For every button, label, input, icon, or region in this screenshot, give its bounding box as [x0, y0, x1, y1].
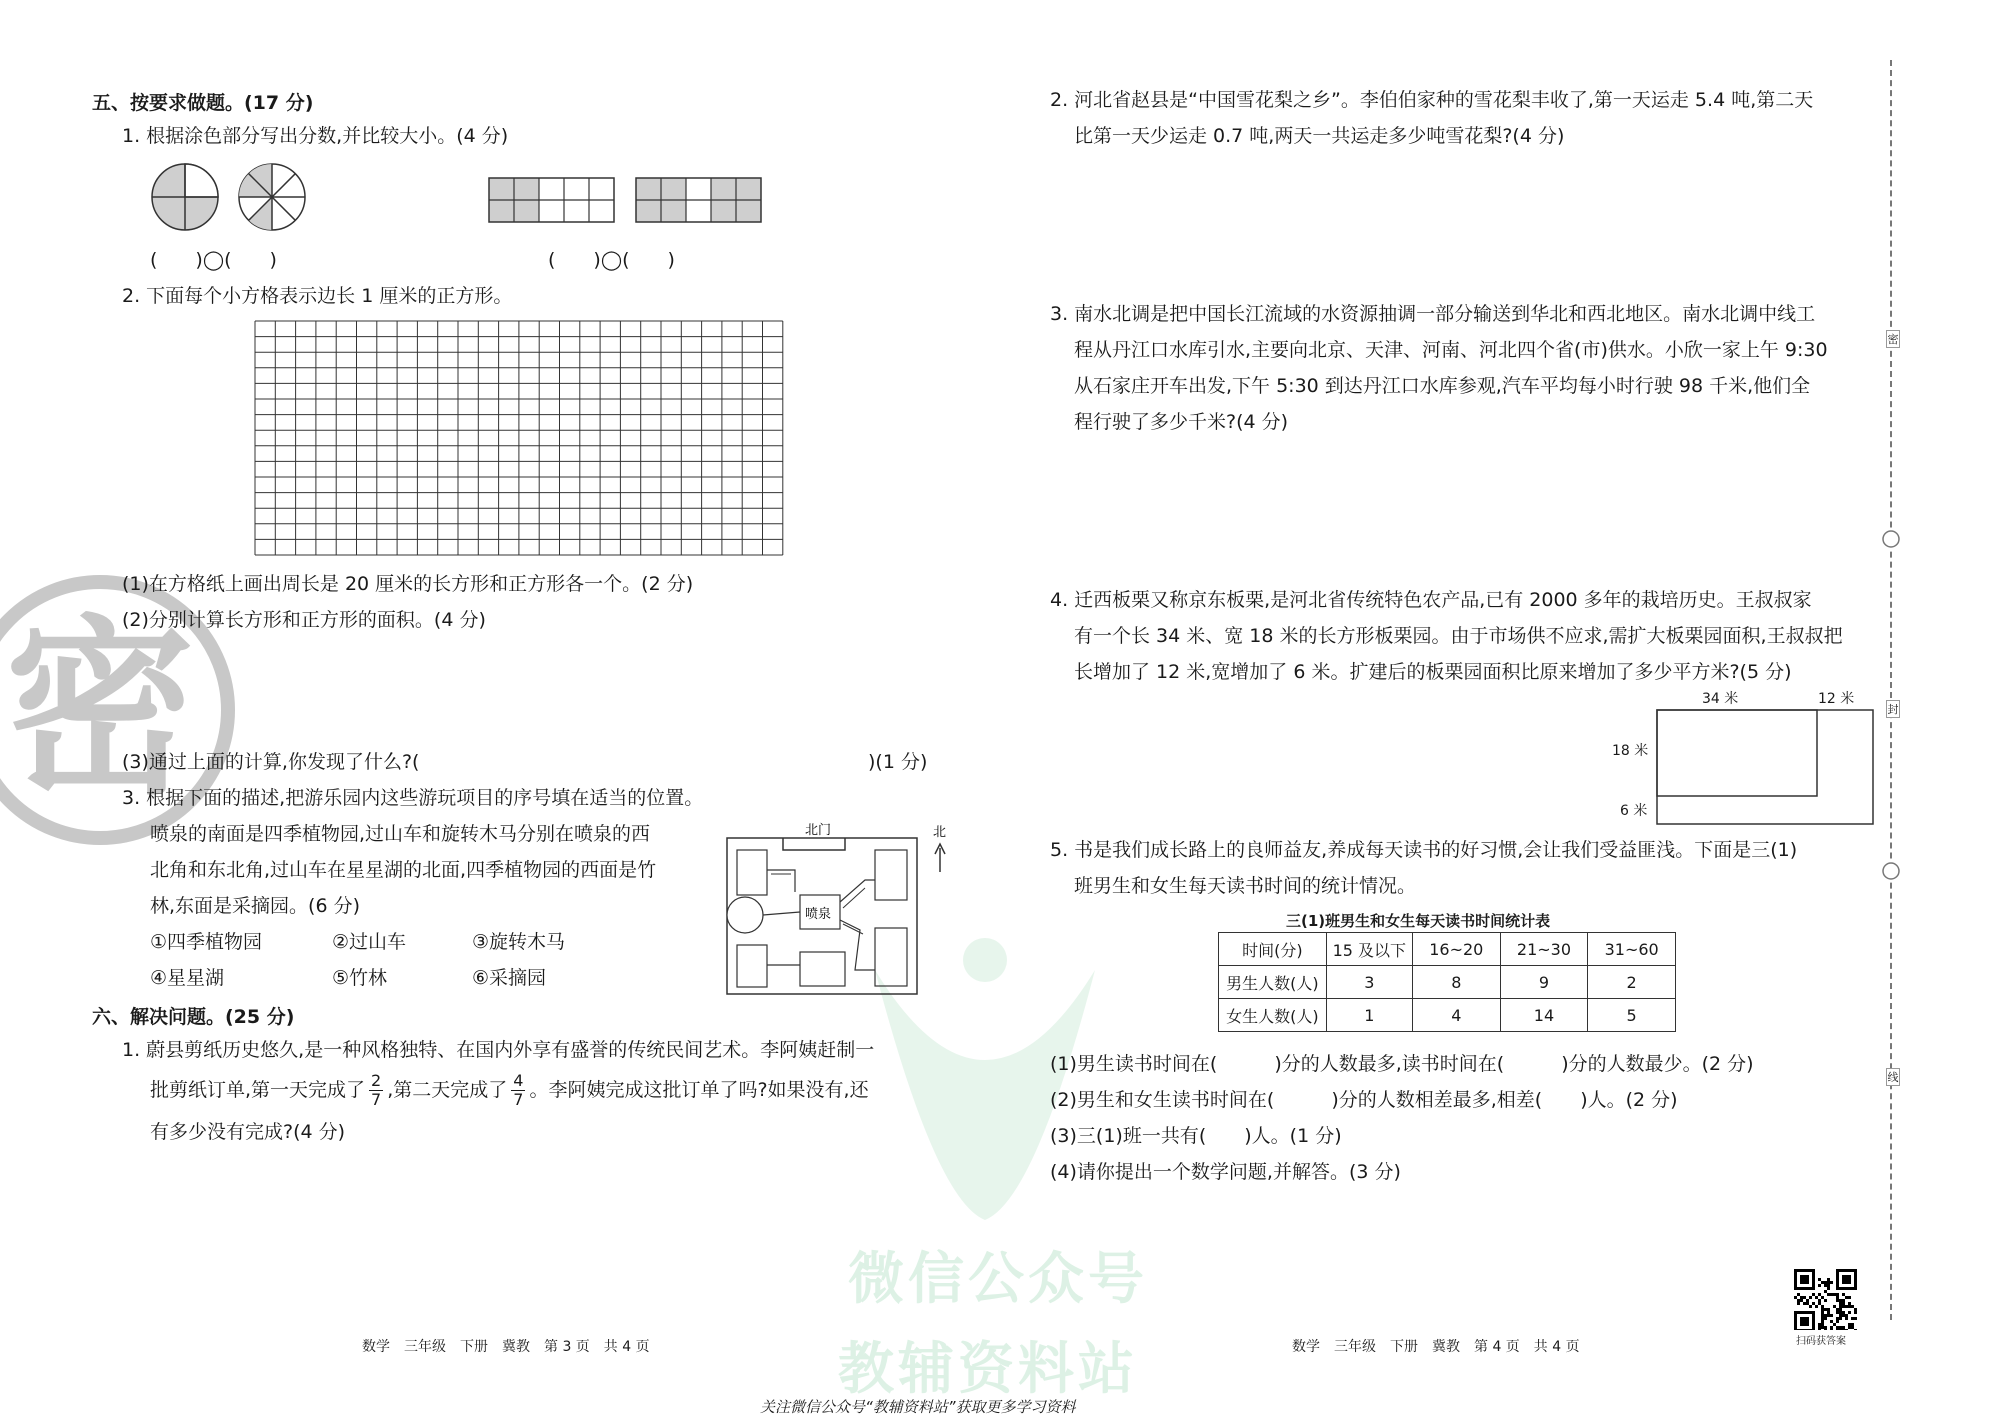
dim-18-label: 18 米: [1612, 743, 1649, 759]
map-fountain: 喷泉: [805, 907, 832, 922]
seal-stamp-icon: [0, 560, 260, 860]
sub-q2: (2)男生和女生读书时间在( )分的人数相差最多,相差( )人。(2 分): [1050, 1089, 1678, 1111]
q2-3-text: (3)通过上面的计算,你发现了什么?(: [122, 751, 420, 773]
sub-q4: (4)请你提出一个数学问题,并解答。(3 分): [1050, 1161, 1401, 1183]
grid-paper[interactable]: [254, 320, 786, 560]
table-cell: 2: [1588, 966, 1676, 999]
park-map: [725, 820, 965, 1000]
p5-line1: 5. 书是我们成长路上的良师益友,养成每天读书的好习惯,会让我们受益匪浅。下面是三(1): [1050, 839, 1798, 861]
p3-line3: 从石家庄开车出发,下午 5:30 到达丹江口水库参观,汽车平均每小时行驶 98 千米,他们全: [1074, 375, 1811, 397]
strip-right: [636, 178, 761, 222]
fraction-2-7: $\frac{2}{7}$: [371, 1071, 382, 1109]
reading-time-table: [1218, 932, 1676, 1032]
p1-line1: 1. 蔚县剪纸历史悠久,是一种风格独特、在国内外享有盛誉的传统民间艺术。李阿姨赶制一: [122, 1039, 875, 1061]
dim-12-label: 12 米: [1818, 691, 1855, 707]
left-footer: 数学 三年级 下册 冀教 第 3 页 共 4 页: [362, 1339, 650, 1355]
table-cell: 女生人数(人): [1219, 999, 1327, 1032]
table-cell: 5: [1588, 999, 1676, 1032]
watermark-line2: 教辅资料站: [838, 1337, 1138, 1402]
bottom-note: 关注微信公众号“教辅资料站”获取更多学习资料: [760, 1398, 1076, 1416]
p1-line2-a: 批剪纸订单,第一天完成了: [150, 1079, 366, 1101]
p1-line2-b: ,第二天完成了: [387, 1079, 508, 1101]
qr-caption: 扫码获答案: [1796, 1336, 1846, 1347]
q3-text: 3. 根据下面的描述,把游乐园内这些游玩项目的序号填在适当的位置。: [122, 787, 704, 809]
side-label-2: 封: [1886, 700, 1900, 718]
table-header-cell: 时间(分): [1219, 933, 1327, 966]
right-footer: 数学 三年级 下册 冀教 第 4 页 共 4 页: [1292, 1339, 1580, 1355]
strip-left: [489, 178, 614, 222]
p2-line2: 比第一天少运走 0.7 吨,两天一共运走多少吨雪花梨?(4 分): [1074, 125, 1565, 147]
q2-text: 2. 下面每个小方格表示边长 1 厘米的正方形。: [122, 285, 513, 307]
p3-line1: 3. 南水北调是把中国长江流域的水资源抽调一部分输送到华北和西北地区。南水北调中线工: [1050, 303, 1816, 325]
compare-blank-2[interactable]: ( )◯( ): [548, 249, 675, 271]
table-cell: 9: [1500, 966, 1588, 999]
table-header-row: [1219, 933, 1676, 966]
fraction-strips: [488, 177, 768, 227]
p1-line2-c: 。李阿姨完成这批订单了吗?如果没有,还: [529, 1079, 869, 1101]
table-header-cell: 31~60: [1588, 933, 1676, 966]
table-cell: 3: [1326, 966, 1412, 999]
table-title: 三(1)班男生和女生每天读书时间统计表: [1286, 912, 1551, 930]
binding-hole-icon: [1880, 528, 1902, 550]
circle-eighths-icon: [239, 164, 305, 230]
table-row: [1219, 966, 1676, 999]
compare-blank-1[interactable]: ( )◯( ): [150, 249, 277, 271]
table-cell: 1: [1326, 999, 1412, 1032]
p2-line1: 2. 河北省赵县是“中国雪花梨之乡”。李伯伯家种的雪花梨丰收了,第一天运走 5.4 吨,第二天: [1050, 89, 1814, 111]
option-6: ⑥采摘园: [472, 967, 547, 989]
binding-dashed-line: [1890, 60, 1892, 1320]
p1-line2: [150, 1070, 869, 1110]
p3-line2: 程从丹江口水库引水,主要向北京、天津、河南、河北四个省(市)供水。小欣一家上午 9:30: [1074, 339, 1828, 361]
sub-q1: (1)男生读书时间在( )分的人数最多,读书时间在( )分的人数最少。(2 分): [1050, 1053, 1754, 1075]
orchard-diagram: [1655, 708, 1877, 828]
table-cell: 男生人数(人): [1219, 966, 1327, 999]
section5-title: 五、按要求做题。(17 分): [92, 92, 314, 114]
binding-hole-icon: [1880, 860, 1902, 882]
circle-quarters-icon: [152, 164, 218, 230]
fraction-circles: [150, 162, 310, 237]
fraction-4-7: $\frac{4}{7}$: [513, 1071, 524, 1109]
section6-title: 六、解决问题。(25 分): [92, 1006, 295, 1028]
option-1: ①四季植物园: [150, 931, 263, 953]
table-header-cell: 15 及以下: [1326, 933, 1412, 966]
side-label-1: 密: [1886, 330, 1900, 348]
option-5: ⑤竹林: [332, 967, 388, 989]
option-3: ③旋转木马: [472, 931, 566, 953]
table-cell: 14: [1500, 999, 1588, 1032]
sub-q3: (3)三(1)班一共有( )人。(1 分): [1050, 1125, 1342, 1147]
p4-line3: 长增加了 12 米,宽增加了 6 米。扩建后的板栗园面积比原来增加了多少平方米?(5 分): [1074, 661, 1792, 683]
north-arrow-icon: [935, 844, 945, 872]
p4-line2: 有一个长 34 米、宽 18 米的长方形板栗园。由于市场供不应求,需扩大板栗园面积,王叔叔把: [1074, 625, 1843, 647]
p4-line1: 4. 迁西板栗又称京东板栗,是河北省传统特色农产品,已有 2000 多年的栽培历史。王叔叔家: [1050, 589, 1812, 611]
q3-line2: 北角和东北角,过山车在星星湖的北面,四季植物园的西面是竹: [150, 859, 657, 881]
watermark-line1: 微信公众号: [848, 1247, 1148, 1312]
map-north-label: 北: [933, 825, 947, 840]
table-header-cell: 16~20: [1412, 933, 1500, 966]
dim-6-label: 6 米: [1620, 803, 1648, 819]
q1-text: 1. 根据涂色部分写出分数,并比较大小。(4 分): [122, 125, 509, 147]
map-north-gate: 北门: [805, 823, 832, 838]
p5-line2: 班男生和女生每天读书时间的统计情况。: [1074, 875, 1417, 897]
dim-34-label: 34 米: [1702, 691, 1739, 707]
table-cell: 4: [1412, 999, 1500, 1032]
seal-char: 密: [4, 599, 196, 820]
option-2: ②过山车: [332, 931, 407, 953]
qr-code-icon: [1790, 1268, 1864, 1330]
q2-1-text: (1)在方格纸上画出周长是 20 厘米的长方形和正方形各一个。(2 分): [122, 573, 694, 595]
side-label-3: 线: [1886, 1068, 1900, 1086]
table-header-cell: 21~30: [1500, 933, 1588, 966]
table-cell: 8: [1412, 966, 1500, 999]
q2-3-points: )(1 分): [868, 751, 928, 773]
q3-line3: 林,东面是采摘园。(6 分): [150, 895, 360, 917]
q3-line1: 喷泉的南面是四季植物园,过山车和旋转木马分别在喷泉的西: [150, 823, 651, 845]
p3-line4: 程行驶了多少千米?(4 分): [1074, 411, 1289, 433]
q2-2-text: (2)分别计算长方形和正方形的面积。(4 分): [122, 609, 486, 631]
option-4: ④星星湖: [150, 967, 225, 989]
table-row: [1219, 999, 1676, 1032]
p1-line3: 有多少没有完成?(4 分): [150, 1121, 346, 1143]
